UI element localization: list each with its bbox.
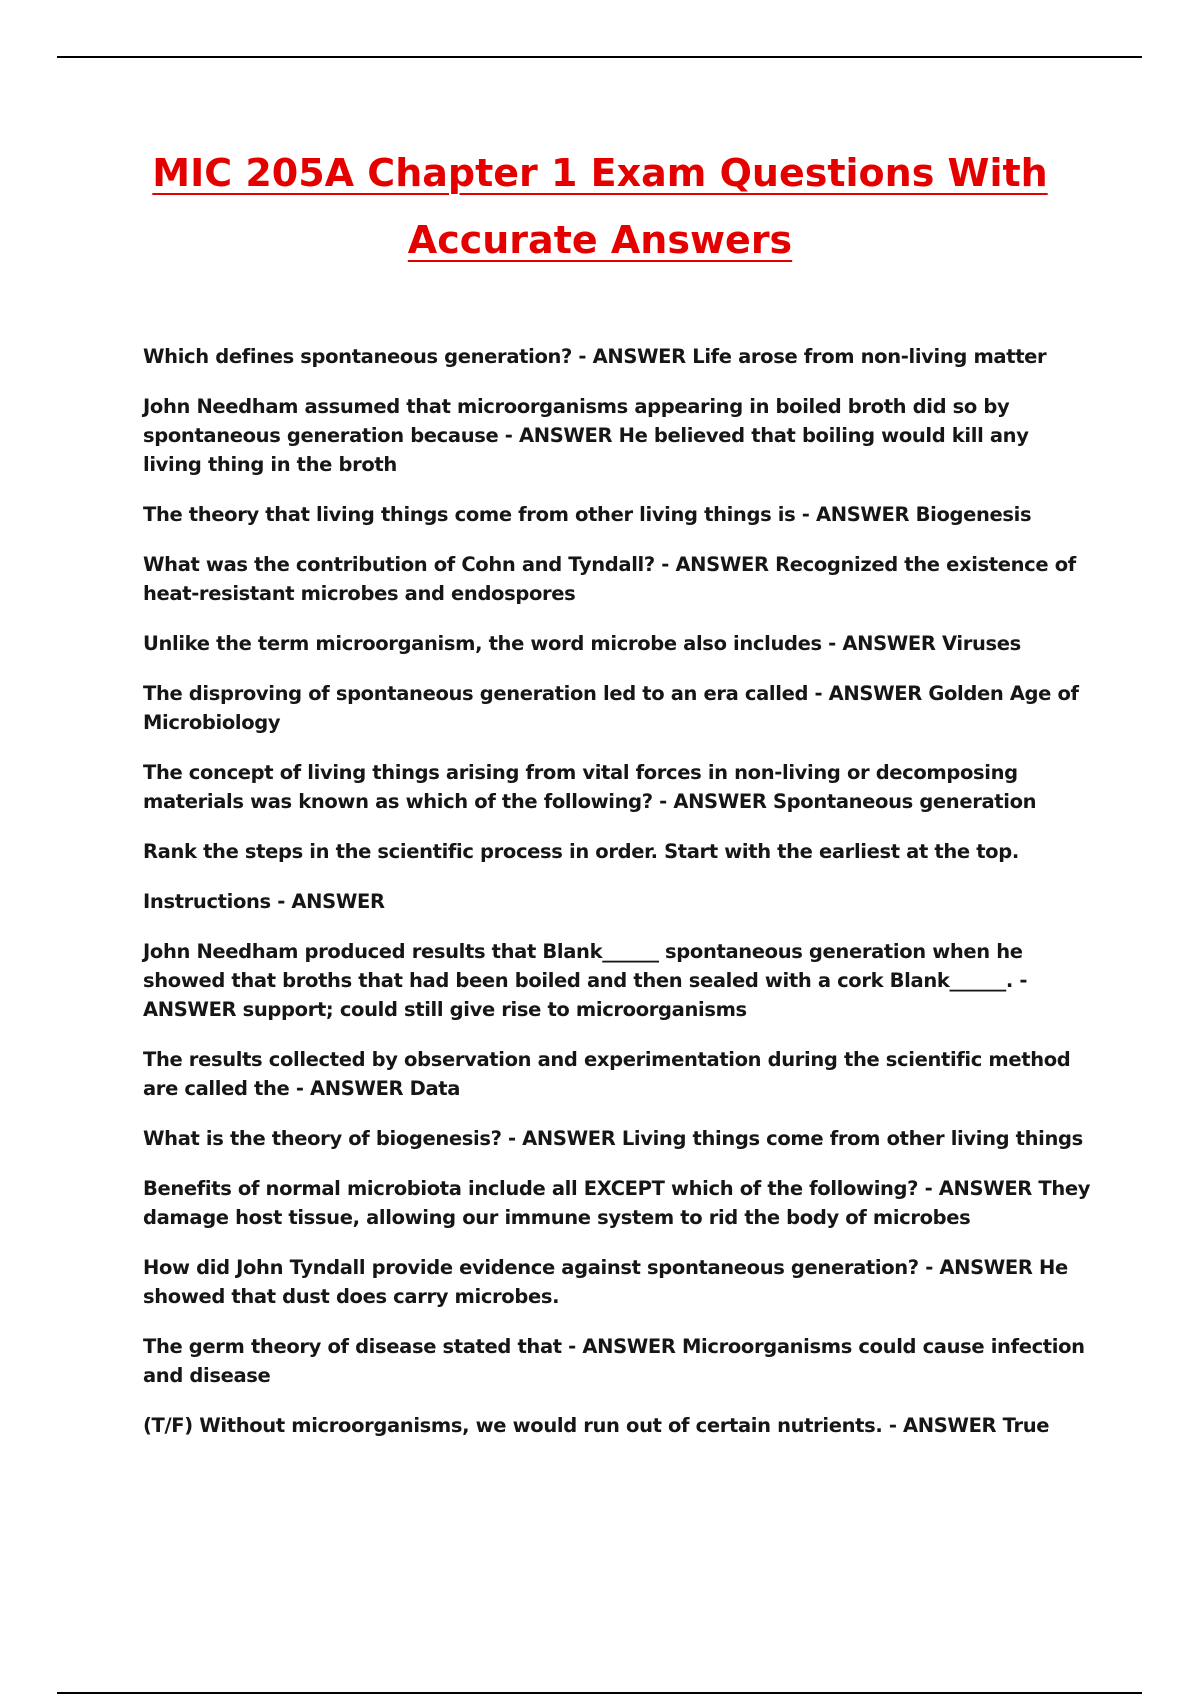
qa-item: John Needham assumed that microorganisms appearing in boiled broth did so by spontaneous generation because - ANSWER He believed that boiling would kill any living thing in the broth (143, 395, 1029, 476)
page-bottom-rule (57, 1692, 1142, 1694)
qa-item: What was the contribution of Cohn and Tyndall? - ANSWER Recognized the existence of heat-resistant microbes and endospores (143, 553, 1076, 605)
qa-item: John Needham produced results that Blank______ spontaneous generation when he showed that broths that had been boiled and then sealed with a cork Blank______. - ANSWER support; could still give rise to microorganisms (143, 940, 1028, 1021)
qa-item: What is the theory of biogenesis? - ANSWER Living things come from other living things (143, 1127, 1083, 1150)
qa-item: (T/F) Without microorganisms, we would run out of certain nutrients. - ANSWER True (143, 1414, 1050, 1437)
qa-item: Instructions - ANSWER (143, 890, 385, 913)
document-title (100, 140, 1100, 274)
qa-item: The concept of living things arising from vital forces in non-living or decomposing materials was known as which of the following? - ANSWER Spontaneous generation (143, 761, 1037, 813)
qa-item: How did John Tyndall provide evidence against spontaneous generation? - ANSWER He showed that dust does carry microbes. (143, 1256, 1068, 1308)
page-top-rule (57, 56, 1142, 58)
title-line-1: MIC 205A Chapter 1 Exam Questions With (152, 151, 1048, 195)
qa-item: The germ theory of disease stated that - ANSWER Microorganisms could cause infection and disease (143, 1335, 1085, 1387)
qa-item: Unlike the term microorganism, the word microbe also includes - ANSWER Viruses (143, 632, 1021, 655)
qa-item: Benefits of normal microbiota include all EXCEPT which of the following? - ANSWER They damage host tissue, allowing our immune system to rid the body of microbes (143, 1177, 1091, 1229)
qa-item: The results collected by observation and experimentation during the scientific method are called the - ANSWER Data (143, 1048, 1071, 1100)
qa-item: Which defines spontaneous generation? - ANSWER Life arose from non-living matter (143, 345, 1047, 368)
qa-item: The disproving of spontaneous generation led to an era called - ANSWER Golden Age of Microbiology (143, 682, 1079, 734)
qa-item: Rank the steps in the scientific process in order. Start with the earliest at the top. (143, 840, 1019, 863)
title-line-2: Accurate Answers (407, 218, 793, 262)
qa-list (143, 342, 1093, 1461)
qa-item: The theory that living things come from other living things is - ANSWER Biogenesis (143, 503, 1032, 526)
